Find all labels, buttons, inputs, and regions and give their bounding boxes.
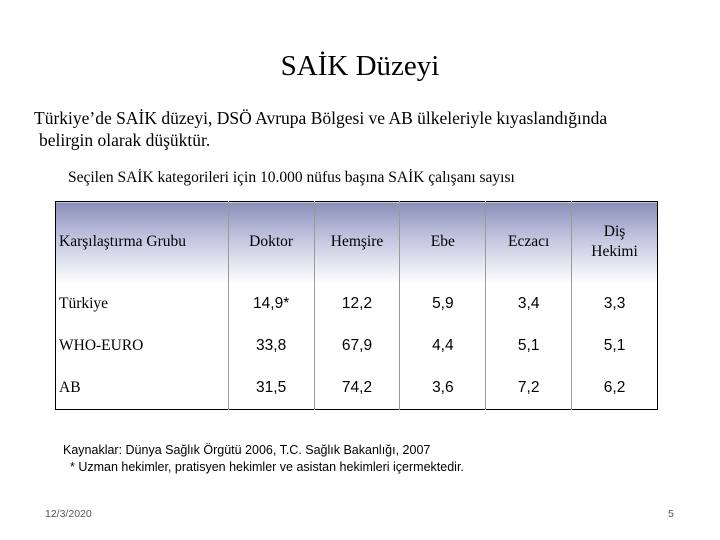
header-midwife: Ebe: [400, 202, 486, 283]
header-doctor: Doktor: [228, 202, 314, 283]
table-row: [56, 283, 658, 325]
cell-dentist: 3,3: [603, 294, 626, 312]
header-dentist: [572, 202, 658, 283]
cell-midwife: 4,4: [400, 325, 486, 367]
cell-nurse: 67,9: [314, 325, 400, 367]
cell-dentist: 6,2: [603, 379, 626, 397]
footnote-text: * Uzman hekimler, pratisyen hekimler ve asistan hekimleri içermektedir.: [70, 460, 464, 474]
cell-pharmacist: 7,2: [486, 367, 572, 409]
sources-text: Kaynaklar: Dünya Sağlık Örgütü 2006, T.C. Sağlık Bakanlığı, 2007: [63, 443, 431, 457]
row-label: AB: [56, 367, 229, 409]
page-number: 5: [668, 508, 674, 520]
cell-midwife: 3,6: [400, 367, 486, 409]
cell-midwife: 5,9: [400, 283, 486, 325]
header-group: Karşılaştırma Grubu: [56, 202, 229, 283]
cell-nurse: 12,2: [314, 283, 400, 325]
table-caption: Seçilen SAİK kategorileri için 10.000 nüfus başına SAİK çalışanı sayısı: [68, 169, 515, 186]
table-header-row: [56, 202, 658, 283]
cell-doctor: 33,8: [228, 325, 314, 367]
row-label: Türkiye: [56, 283, 229, 325]
header-pharmacist: Eczacı: [486, 202, 572, 283]
intro-text: [34, 107, 706, 151]
cell-nurse: 74,2: [314, 367, 400, 409]
row-label: WHO-EURO: [56, 325, 229, 367]
sources-footnote: [63, 442, 464, 476]
comparison-table: [55, 201, 658, 410]
table-row: [56, 367, 658, 409]
slide-date: 12/3/2020: [45, 508, 92, 520]
header-nurse: Hemşire: [314, 202, 400, 283]
header-dentist-line-2: Hekimi: [591, 243, 638, 261]
cell-dentist: 5,1: [603, 336, 626, 354]
cell-doctor: 31,5: [228, 367, 314, 409]
table-row: [56, 325, 658, 367]
cell-doctor: 14,9*: [228, 283, 314, 325]
intro-line-1: Türkiye’de SAİK düzeyi, DSÖ Avrupa Bölgesi ve AB ülkeleriyle kıyaslandığında: [34, 108, 608, 128]
intro-line-2: belirgin olarak düşüktür.: [39, 130, 211, 150]
header-dentist-line-1: Diş: [603, 223, 626, 241]
cell-pharmacist: 5,1: [486, 325, 572, 367]
slide-title: SAİK Düzeyi: [280, 50, 440, 82]
cell-pharmacist: 3,4: [486, 283, 572, 325]
